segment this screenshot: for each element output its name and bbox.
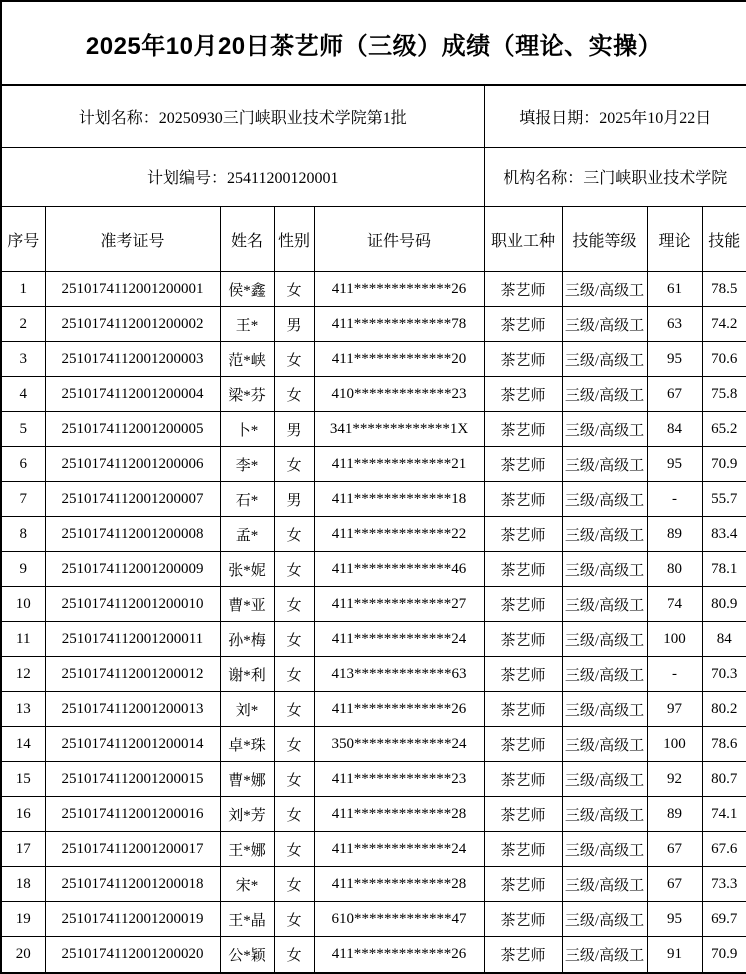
- table-row: [1, 342, 746, 377]
- cell-gender: 女: [274, 377, 314, 412]
- table-row: [1, 272, 746, 307]
- table-row: [1, 902, 746, 937]
- column-header-ticket: 准考证号: [45, 206, 220, 271]
- table-row: [1, 552, 746, 587]
- cell-seq: 3: [1, 342, 45, 377]
- cell-theory: 89: [647, 797, 702, 832]
- cell-id_number: 411*************24: [314, 832, 484, 867]
- cell-skill: 65.2: [702, 412, 746, 447]
- cell-seq: 11: [1, 622, 45, 657]
- cell-gender: 男: [274, 482, 314, 517]
- plan-code: 计划编号：25411200120001: [1, 147, 484, 206]
- cell-seq: 7: [1, 482, 45, 517]
- cell-theory: 74: [647, 587, 702, 622]
- cell-level: 三级/高级工: [562, 272, 647, 307]
- cell-id_number: 610*************47: [314, 902, 484, 937]
- cell-ticket: 2510174112001200019: [45, 902, 220, 937]
- cell-id_number: 411*************24: [314, 622, 484, 657]
- table-row: [1, 517, 746, 552]
- cell-level: 三级/高级工: [562, 867, 647, 902]
- page-title: 2025年10月20日茶艺师（三级）成绩（理论、实操）: [1, 1, 746, 85]
- cell-ticket: 2510174112001200017: [45, 832, 220, 867]
- cell-gender: 女: [274, 867, 314, 902]
- cell-level: 三级/高级工: [562, 657, 647, 692]
- cell-theory: 100: [647, 727, 702, 762]
- cell-seq: 14: [1, 727, 45, 762]
- cell-ticket: 2510174112001200016: [45, 797, 220, 832]
- cell-level: 三级/高级工: [562, 902, 647, 937]
- cell-skill: 78.5: [702, 272, 746, 307]
- cell-name: 王*: [220, 307, 274, 342]
- cell-theory: 100: [647, 622, 702, 657]
- table-row: [1, 622, 746, 657]
- cell-ticket: 2510174112001200007: [45, 482, 220, 517]
- cell-seq: 4: [1, 377, 45, 412]
- cell-id_number: 411*************21: [314, 447, 484, 482]
- cell-id_number: 341*************1X: [314, 412, 484, 447]
- cell-name: 梁*芬: [220, 377, 274, 412]
- table-row: [1, 587, 746, 622]
- cell-occupation: 茶艺师: [484, 622, 562, 657]
- column-header-row: [1, 206, 746, 271]
- cell-seq: 18: [1, 867, 45, 902]
- cell-name: 王*娜: [220, 832, 274, 867]
- org-name: 机构名称：三门峡职业技术学院: [484, 147, 746, 206]
- report-date: 填报日期：2025年10月22日: [484, 85, 746, 147]
- cell-theory: 95: [647, 342, 702, 377]
- cell-skill: 80.2: [702, 692, 746, 727]
- cell-seq: 10: [1, 587, 45, 622]
- cell-ticket: 2510174112001200020: [45, 937, 220, 973]
- cell-ticket: 2510174112001200014: [45, 727, 220, 762]
- cell-id_number: 411*************20: [314, 342, 484, 377]
- cell-gender: 女: [274, 272, 314, 307]
- cell-seq: 20: [1, 937, 45, 973]
- cell-theory: 97: [647, 692, 702, 727]
- cell-occupation: 茶艺师: [484, 272, 562, 307]
- cell-occupation: 茶艺师: [484, 657, 562, 692]
- cell-seq: 5: [1, 412, 45, 447]
- cell-name: 孙*梅: [220, 622, 274, 657]
- column-header-seq: 序号: [1, 206, 45, 271]
- cell-id_number: 411*************27: [314, 587, 484, 622]
- table-row: [1, 692, 746, 727]
- cell-seq: 17: [1, 832, 45, 867]
- column-header-gender: 性别: [274, 206, 314, 271]
- table-row: [1, 762, 746, 797]
- table-row: [1, 797, 746, 832]
- cell-occupation: 茶艺师: [484, 307, 562, 342]
- cell-name: 范*峡: [220, 342, 274, 377]
- cell-ticket: 2510174112001200013: [45, 692, 220, 727]
- cell-gender: 女: [274, 762, 314, 797]
- cell-ticket: 2510174112001200009: [45, 552, 220, 587]
- cell-name: 孟*: [220, 517, 274, 552]
- cell-gender: 男: [274, 307, 314, 342]
- cell-id_number: 410*************23: [314, 377, 484, 412]
- cell-gender: 女: [274, 517, 314, 552]
- title-row: [1, 1, 746, 85]
- cell-name: 卓*珠: [220, 727, 274, 762]
- cell-skill: 83.4: [702, 517, 746, 552]
- cell-skill: 67.6: [702, 832, 746, 867]
- cell-theory: 80: [647, 552, 702, 587]
- cell-seq: 15: [1, 762, 45, 797]
- cell-level: 三级/高级工: [562, 762, 647, 797]
- table-row: [1, 447, 746, 482]
- cell-ticket: 2510174112001200008: [45, 517, 220, 552]
- cell-level: 三级/高级工: [562, 482, 647, 517]
- cell-seq: 9: [1, 552, 45, 587]
- cell-gender: 女: [274, 342, 314, 377]
- cell-occupation: 茶艺师: [484, 482, 562, 517]
- cell-name: 石*: [220, 482, 274, 517]
- cell-skill: 75.8: [702, 377, 746, 412]
- column-header-skill: 技能: [702, 206, 746, 271]
- cell-gender: 女: [274, 692, 314, 727]
- cell-skill: 55.7: [702, 482, 746, 517]
- cell-theory: 61: [647, 272, 702, 307]
- cell-level: 三级/高级工: [562, 832, 647, 867]
- cell-id_number: 411*************23: [314, 762, 484, 797]
- cell-occupation: 茶艺师: [484, 342, 562, 377]
- cell-seq: 8: [1, 517, 45, 552]
- cell-gender: 女: [274, 902, 314, 937]
- cell-skill: 74.2: [702, 307, 746, 342]
- cell-level: 三级/高级工: [562, 377, 647, 412]
- cell-theory: 89: [647, 517, 702, 552]
- cell-name: 宋*: [220, 867, 274, 902]
- cell-level: 三级/高级工: [562, 517, 647, 552]
- cell-level: 三级/高级工: [562, 307, 647, 342]
- cell-seq: 13: [1, 692, 45, 727]
- cell-theory: 63: [647, 307, 702, 342]
- cell-theory: 84: [647, 412, 702, 447]
- cell-seq: 6: [1, 447, 45, 482]
- cell-skill: 74.1: [702, 797, 746, 832]
- cell-ticket: 2510174112001200004: [45, 377, 220, 412]
- cell-occupation: 茶艺师: [484, 727, 562, 762]
- cell-seq: 12: [1, 657, 45, 692]
- cell-skill: 69.7: [702, 902, 746, 937]
- cell-name: 曹*亚: [220, 587, 274, 622]
- cell-theory: 67: [647, 832, 702, 867]
- cell-name: 曹*娜: [220, 762, 274, 797]
- cell-theory: 67: [647, 867, 702, 902]
- cell-name: 刘*: [220, 692, 274, 727]
- column-header-level: 技能等级: [562, 206, 647, 271]
- table-row: [1, 937, 746, 973]
- cell-skill: 70.9: [702, 937, 746, 973]
- cell-skill: 80.7: [702, 762, 746, 797]
- cell-level: 三级/高级工: [562, 692, 647, 727]
- cell-level: 三级/高级工: [562, 447, 647, 482]
- cell-ticket: 2510174112001200001: [45, 272, 220, 307]
- cell-skill: 78.1: [702, 552, 746, 587]
- cell-occupation: 茶艺师: [484, 517, 562, 552]
- cell-name: 公*颖: [220, 937, 274, 973]
- cell-skill: 70.3: [702, 657, 746, 692]
- cell-occupation: 茶艺师: [484, 377, 562, 412]
- info-row-1: [1, 85, 746, 147]
- cell-seq: 1: [1, 272, 45, 307]
- column-header-id_number: 证件号码: [314, 206, 484, 271]
- cell-gender: 女: [274, 727, 314, 762]
- cell-theory: 95: [647, 902, 702, 937]
- table-row: [1, 657, 746, 692]
- cell-gender: 男: [274, 412, 314, 447]
- table-row: [1, 377, 746, 412]
- cell-level: 三级/高级工: [562, 342, 647, 377]
- table-row: [1, 727, 746, 762]
- cell-id_number: 411*************22: [314, 517, 484, 552]
- cell-ticket: 2510174112001200010: [45, 587, 220, 622]
- cell-id_number: 411*************26: [314, 272, 484, 307]
- cell-gender: 女: [274, 447, 314, 482]
- cell-level: 三级/高级工: [562, 727, 647, 762]
- cell-ticket: 2510174112001200003: [45, 342, 220, 377]
- table-row: [1, 307, 746, 342]
- cell-id_number: 411*************78: [314, 307, 484, 342]
- cell-skill: 73.3: [702, 867, 746, 902]
- cell-occupation: 茶艺师: [484, 902, 562, 937]
- cell-gender: 女: [274, 552, 314, 587]
- cell-gender: 女: [274, 622, 314, 657]
- cell-level: 三级/高级工: [562, 587, 647, 622]
- cell-occupation: 茶艺师: [484, 412, 562, 447]
- cell-name: 卜*: [220, 412, 274, 447]
- table-row: [1, 832, 746, 867]
- cell-theory: 95: [647, 447, 702, 482]
- cell-occupation: 茶艺师: [484, 937, 562, 973]
- cell-id_number: 413*************63: [314, 657, 484, 692]
- cell-theory: -: [647, 482, 702, 517]
- cell-seq: 19: [1, 902, 45, 937]
- cell-occupation: 茶艺师: [484, 797, 562, 832]
- info-row-2: [1, 147, 746, 206]
- cell-seq: 2: [1, 307, 45, 342]
- cell-gender: 女: [274, 937, 314, 973]
- cell-occupation: 茶艺师: [484, 762, 562, 797]
- cell-ticket: 2510174112001200002: [45, 307, 220, 342]
- cell-level: 三级/高级工: [562, 412, 647, 447]
- cell-name: 侯*鑫: [220, 272, 274, 307]
- cell-level: 三级/高级工: [562, 552, 647, 587]
- cell-occupation: 茶艺师: [484, 832, 562, 867]
- cell-theory: 91: [647, 937, 702, 973]
- cell-gender: 女: [274, 832, 314, 867]
- cell-level: 三级/高级工: [562, 937, 647, 973]
- cell-level: 三级/高级工: [562, 797, 647, 832]
- table-row: [1, 482, 746, 517]
- cell-occupation: 茶艺师: [484, 552, 562, 587]
- cell-gender: 女: [274, 657, 314, 692]
- cell-seq: 16: [1, 797, 45, 832]
- cell-id_number: 411*************46: [314, 552, 484, 587]
- cell-gender: 女: [274, 587, 314, 622]
- cell-id_number: 350*************24: [314, 727, 484, 762]
- cell-theory: 92: [647, 762, 702, 797]
- table-row: [1, 867, 746, 902]
- cell-name: 李*: [220, 447, 274, 482]
- column-header-theory: 理论: [647, 206, 702, 271]
- cell-theory: -: [647, 657, 702, 692]
- cell-name: 刘*芳: [220, 797, 274, 832]
- cell-skill: 70.9: [702, 447, 746, 482]
- cell-occupation: 茶艺师: [484, 867, 562, 902]
- cell-ticket: 2510174112001200012: [45, 657, 220, 692]
- cell-id_number: 411*************26: [314, 692, 484, 727]
- cell-id_number: 411*************28: [314, 867, 484, 902]
- cell-skill: 84: [702, 622, 746, 657]
- cell-id_number: 411*************28: [314, 797, 484, 832]
- cell-id_number: 411*************18: [314, 482, 484, 517]
- cell-skill: 70.6: [702, 342, 746, 377]
- column-header-name: 姓名: [220, 206, 274, 271]
- cell-ticket: 2510174112001200011: [45, 622, 220, 657]
- cell-occupation: 茶艺师: [484, 447, 562, 482]
- cell-skill: 80.9: [702, 587, 746, 622]
- cell-name: 张*妮: [220, 552, 274, 587]
- cell-name: 谢*利: [220, 657, 274, 692]
- cell-theory: 67: [647, 377, 702, 412]
- column-header-occupation: 职业工种: [484, 206, 562, 271]
- cell-ticket: 2510174112001200006: [45, 447, 220, 482]
- plan-name: 计划名称：20250930三门峡职业技术学院第1批: [1, 85, 484, 147]
- cell-name: 王*晶: [220, 902, 274, 937]
- cell-id_number: 411*************26: [314, 937, 484, 973]
- table-row: [1, 412, 746, 447]
- cell-occupation: 茶艺师: [484, 692, 562, 727]
- cell-ticket: 2510174112001200018: [45, 867, 220, 902]
- cell-ticket: 2510174112001200005: [45, 412, 220, 447]
- cell-ticket: 2510174112001200015: [45, 762, 220, 797]
- cell-skill: 78.6: [702, 727, 746, 762]
- cell-occupation: 茶艺师: [484, 587, 562, 622]
- cell-level: 三级/高级工: [562, 622, 647, 657]
- cell-gender: 女: [274, 797, 314, 832]
